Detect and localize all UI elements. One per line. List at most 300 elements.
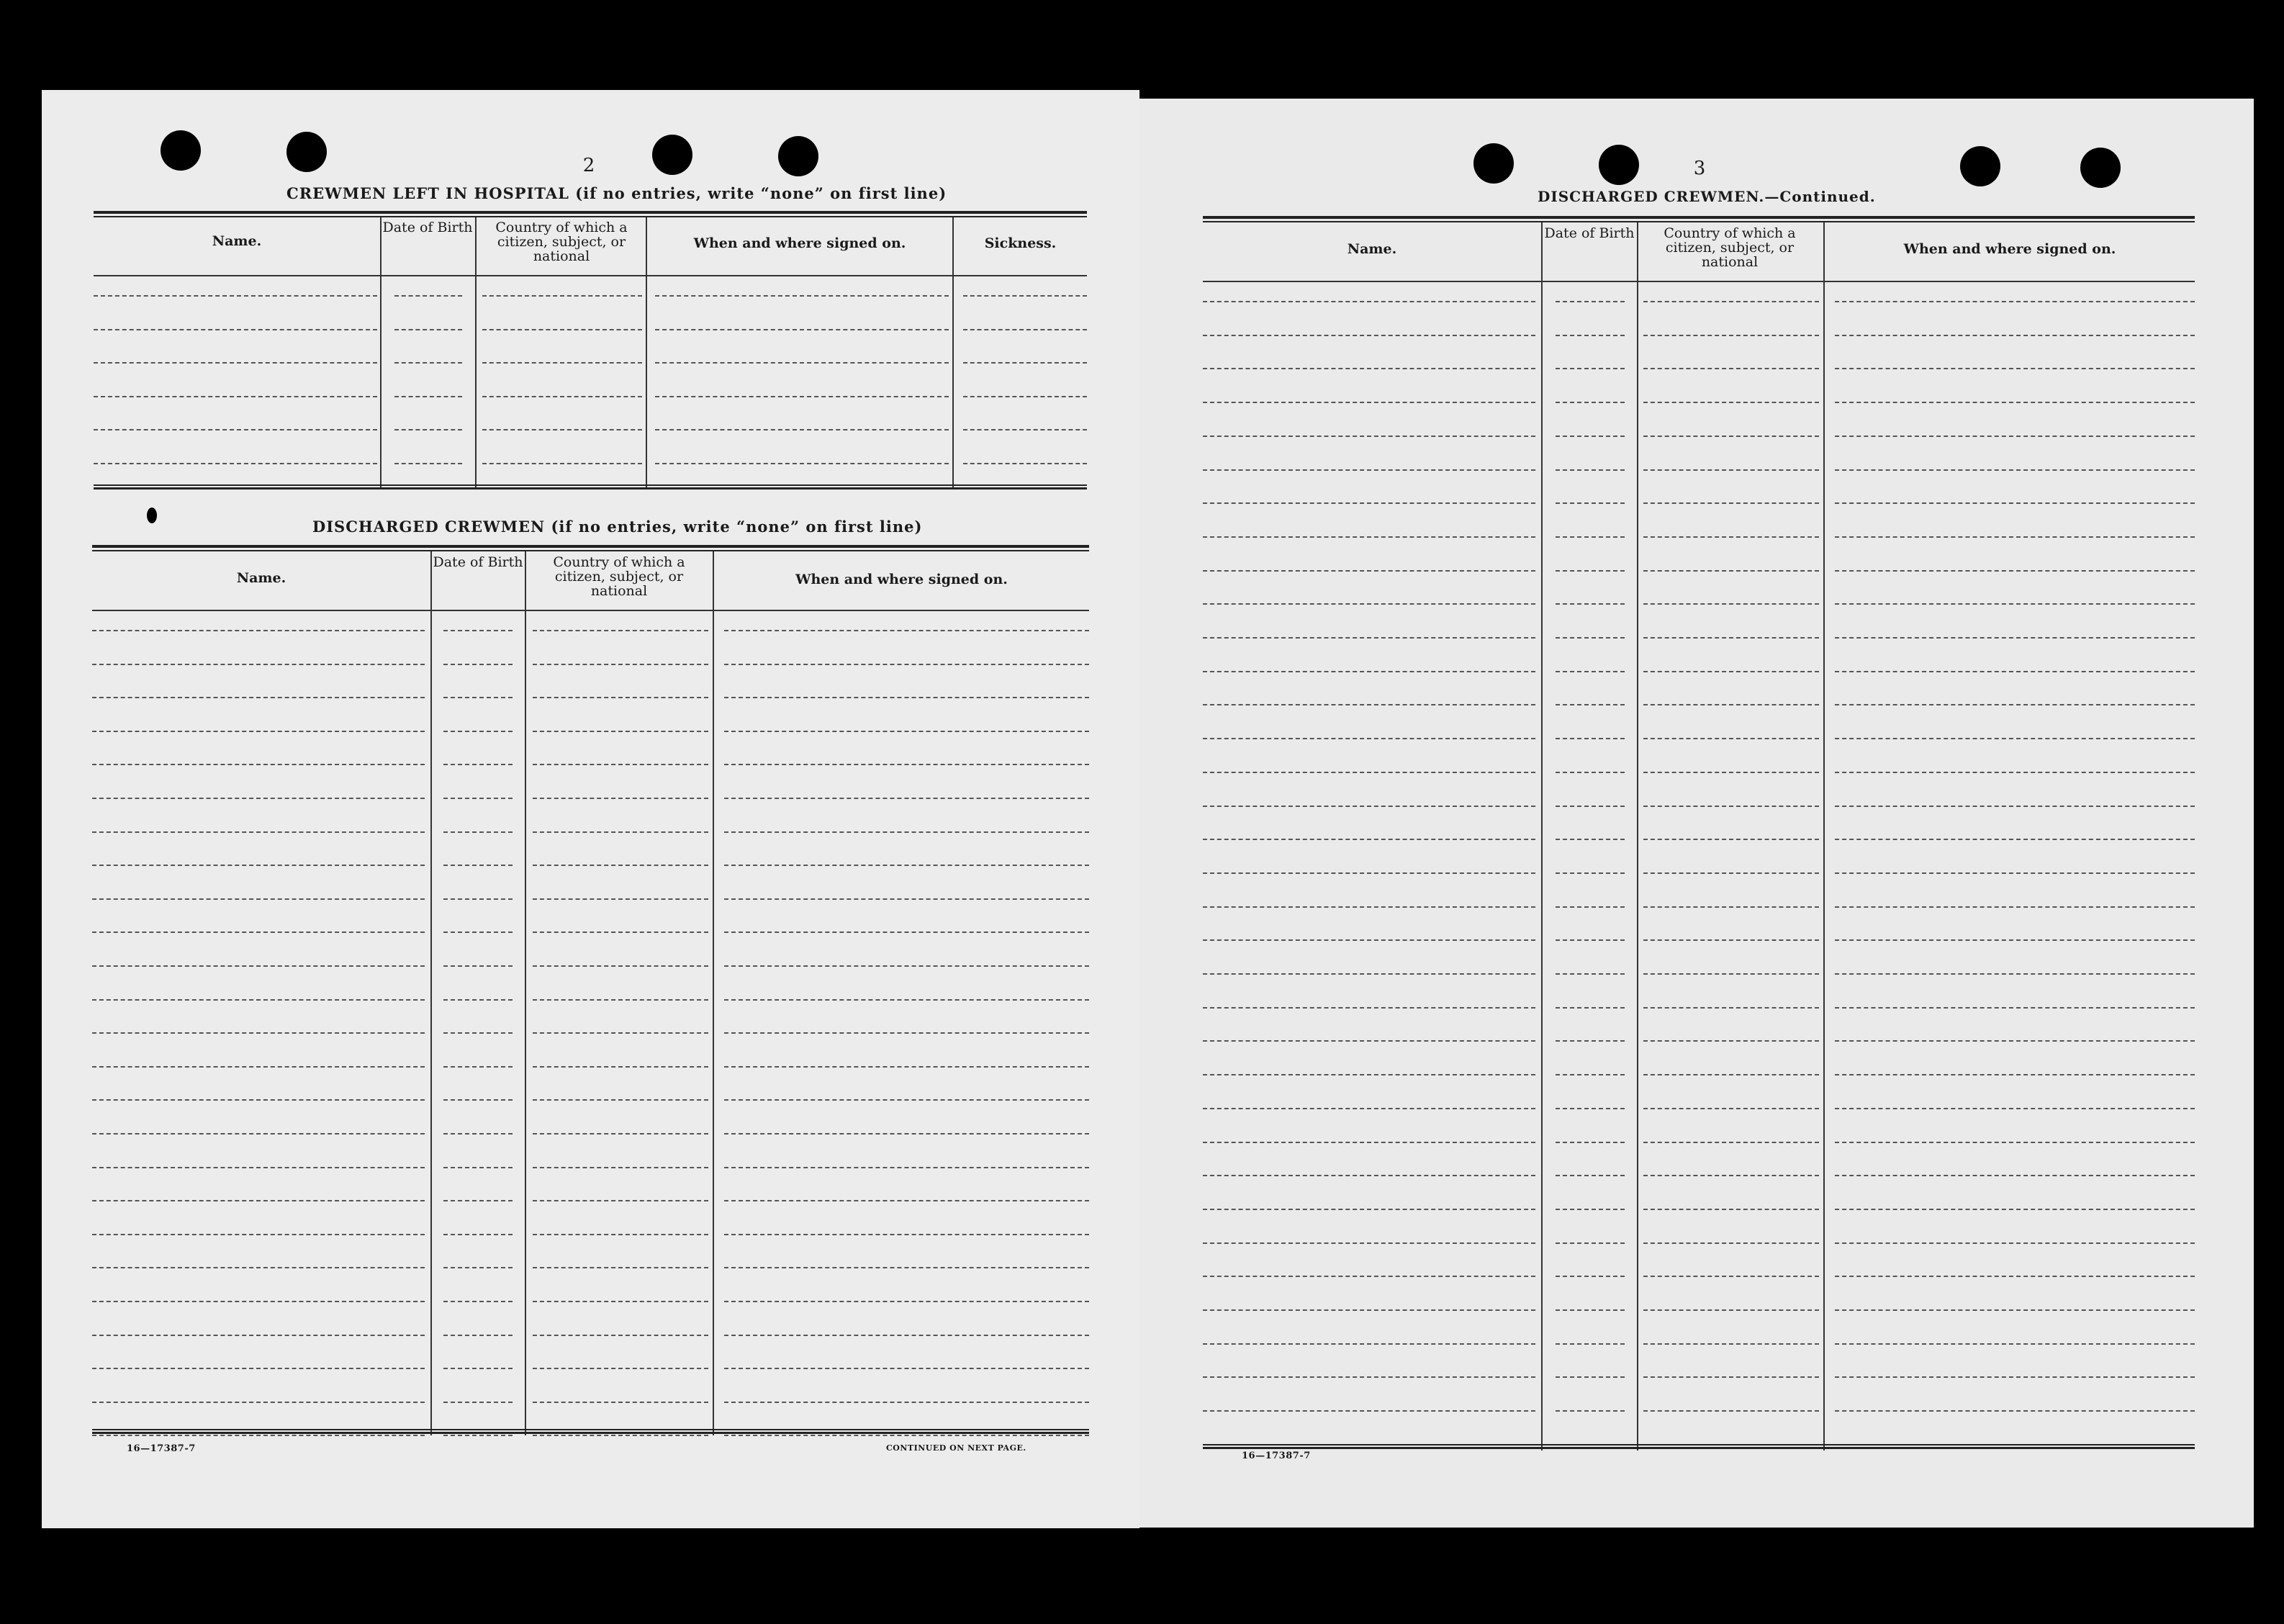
blank-entry-line	[1643, 603, 1819, 605]
blank-entry-line	[1556, 1343, 1625, 1345]
blank-entry-line	[1643, 1410, 1819, 1412]
blank-entry-line	[1835, 939, 2195, 941]
blank-entry-line	[1556, 603, 1625, 605]
blank-entry-line	[1835, 603, 2195, 605]
blank-entry-line	[92, 965, 425, 967]
blank-entry-line	[1643, 671, 1819, 672]
blank-entry-line	[1643, 1209, 1819, 1210]
binder-hole	[161, 130, 201, 171]
blank-entry-line	[1556, 1175, 1625, 1176]
blank-entry-line	[533, 1167, 708, 1168]
blank-entry-line	[533, 865, 708, 866]
blank-entry-line	[394, 463, 462, 464]
blank-entry-line	[724, 1301, 1089, 1302]
blank-entry-line	[1835, 806, 2195, 807]
blank-entry-line	[1835, 402, 2195, 403]
blank-entry-line	[94, 429, 377, 430]
blank-entry-line	[1203, 806, 1535, 807]
blank-entry-line	[724, 831, 1089, 833]
col-header-name: Name.	[236, 570, 286, 586]
blank-entry-line	[1835, 1040, 2195, 1042]
blank-entry-line	[1556, 402, 1625, 403]
table-top-rule	[1203, 216, 2195, 222]
blank-entry-line	[533, 898, 708, 900]
blank-entry-line	[443, 731, 513, 732]
blank-entry-line	[724, 1402, 1089, 1403]
blank-entry-line	[443, 898, 513, 900]
blank-entry-line	[1203, 839, 1535, 840]
blank-entry-line	[92, 999, 425, 1001]
col-header-country: Country of which a citizen, subject, or national	[495, 220, 628, 264]
blank-entry-line	[482, 463, 642, 464]
blank-entry-line	[1556, 536, 1625, 538]
blank-entry-line	[1643, 570, 1819, 572]
blank-entry-line	[1835, 368, 2195, 369]
blank-entry-line	[1835, 704, 2195, 705]
blank-entry-line	[533, 1099, 708, 1101]
blank-entry-line	[1556, 806, 1625, 807]
blank-entry-line	[533, 1200, 708, 1201]
blank-entry-line	[1835, 839, 2195, 840]
blank-entry-line	[443, 697, 513, 698]
blank-entry-line	[1556, 1142, 1625, 1143]
blank-entry-line	[533, 1368, 708, 1369]
blank-entry-line	[1835, 1410, 2195, 1412]
discharged-section-title: DISCHARGED CREWMEN (if no entries, write “none” on first line)	[312, 518, 923, 536]
blank-entry-line	[92, 1066, 425, 1068]
blank-entry-line	[1643, 906, 1819, 908]
blank-entry-line	[1203, 1142, 1535, 1143]
blank-entry-line	[655, 396, 949, 397]
blank-entry-line	[1556, 436, 1625, 437]
column-divider	[380, 217, 382, 490]
blank-entry-line	[92, 1301, 425, 1302]
blank-entry-line	[1203, 436, 1535, 437]
blank-entry-line	[92, 831, 425, 833]
col-header-name: Name.	[1347, 241, 1397, 257]
blank-entry-line	[1203, 1410, 1535, 1412]
blank-entry-line	[533, 1335, 708, 1336]
blank-entry-line	[443, 1133, 513, 1134]
left-form-page	[42, 90, 1139, 1528]
blank-entry-line	[1203, 738, 1535, 739]
blank-entry-line	[1835, 738, 2195, 739]
blank-entry-line	[394, 396, 462, 397]
blank-entry-line	[1203, 536, 1535, 538]
blank-entry-line	[533, 1066, 708, 1068]
blank-entry-line	[1203, 1309, 1535, 1311]
blank-entry-line	[724, 1267, 1089, 1268]
blank-entry-line	[655, 362, 949, 364]
blank-entry-line	[92, 1099, 425, 1101]
blank-entry-line	[724, 1066, 1089, 1068]
blank-entry-line	[1643, 402, 1819, 403]
blank-entry-line	[1203, 469, 1535, 471]
blank-entry-line	[1643, 637, 1819, 639]
binder-hole	[2080, 148, 2121, 188]
blank-entry-line	[92, 1402, 425, 1403]
blank-entry-line	[1203, 402, 1535, 403]
blank-entry-line	[443, 865, 513, 866]
header-rule	[94, 275, 1087, 276]
blank-entry-line	[533, 731, 708, 732]
blank-entry-line	[1203, 1007, 1535, 1009]
blank-entry-line	[443, 764, 513, 765]
blank-entry-line	[724, 731, 1089, 732]
blank-entry-line	[533, 1301, 708, 1302]
blank-entry-line	[443, 931, 513, 933]
blank-entry-line	[724, 1200, 1089, 1201]
blank-entry-line	[1643, 1040, 1819, 1042]
table-bottom-rule	[94, 484, 1087, 490]
blank-entry-line	[443, 1267, 513, 1268]
col-header-dob: Date of Birth	[1544, 225, 1635, 241]
blank-entry-line	[963, 429, 1087, 430]
blank-entry-line	[1203, 1376, 1535, 1378]
blank-entry-line	[94, 329, 377, 330]
blank-entry-line	[1835, 1142, 2195, 1143]
blank-entry-line	[443, 999, 513, 1001]
blank-entry-line	[443, 1032, 513, 1034]
blank-entry-line	[724, 999, 1089, 1001]
blank-entry-line	[1556, 1410, 1625, 1412]
blank-entry-line	[92, 898, 425, 900]
blank-entry-line	[963, 362, 1087, 364]
column-divider	[475, 217, 477, 490]
blank-entry-line	[724, 664, 1089, 665]
blank-entry-line	[92, 1335, 425, 1336]
col-header-dob: Date of Birth	[382, 220, 473, 235]
blank-entry-line	[533, 664, 708, 665]
blank-entry-line	[1643, 704, 1819, 705]
blank-entry-line	[963, 463, 1087, 464]
blank-entry-line	[533, 798, 708, 799]
blank-entry-line	[724, 865, 1089, 866]
blank-entry-line	[655, 463, 949, 464]
blank-entry-line	[1556, 906, 1625, 908]
blank-entry-line	[1835, 1376, 2195, 1378]
blank-entry-line	[1203, 301, 1535, 302]
blank-entry-line	[1835, 301, 2195, 302]
blank-entry-line	[724, 931, 1089, 933]
blank-entry-line	[94, 463, 377, 464]
blank-entry-line	[443, 1301, 513, 1302]
blank-entry-line	[443, 831, 513, 833]
blank-entry-line	[533, 999, 708, 1001]
blank-entry-line	[1203, 772, 1535, 773]
column-divider	[952, 217, 954, 490]
blank-entry-line	[1643, 469, 1819, 471]
blank-entry-line	[1556, 637, 1625, 639]
blank-entry-line	[533, 764, 708, 765]
binder-hole	[1599, 145, 1639, 185]
blank-entry-line	[1556, 1007, 1625, 1009]
blank-entry-line	[1203, 872, 1535, 874]
blank-entry-line	[1643, 1074, 1819, 1075]
blank-entry-line	[1556, 1276, 1625, 1277]
blank-entry-line	[1835, 1007, 2195, 1009]
blank-entry-line	[1643, 1108, 1819, 1109]
blank-entry-line	[482, 295, 642, 297]
blank-entry-line	[1835, 335, 2195, 336]
col-header-name: Name.	[212, 233, 262, 249]
blank-entry-line	[1203, 1108, 1535, 1109]
column-divider	[1823, 222, 1825, 1451]
blank-entry-line	[1643, 738, 1819, 739]
blank-entry-line	[394, 362, 462, 364]
column-divider	[646, 217, 647, 490]
binder-hole	[652, 135, 692, 175]
blank-entry-line	[1835, 671, 2195, 672]
blank-entry-line	[1835, 772, 2195, 773]
blank-entry-line	[443, 1402, 513, 1403]
blank-entry-line	[1556, 1074, 1625, 1075]
blank-entry-line	[1835, 1175, 2195, 1176]
blank-entry-line	[724, 798, 1089, 799]
header-rule	[1203, 281, 2195, 282]
blank-entry-line	[1643, 1309, 1819, 1311]
blank-entry-line	[963, 396, 1087, 397]
blank-entry-line	[724, 697, 1089, 698]
col-header-dob: Date of Birth	[433, 554, 523, 570]
form-code: 16—17387-7	[127, 1443, 196, 1454]
blank-entry-line	[92, 1368, 425, 1369]
blank-entry-line	[94, 362, 377, 364]
blank-entry-line	[1835, 1343, 2195, 1345]
table-bottom-rule	[1203, 1444, 2195, 1449]
blank-entry-line	[443, 1234, 513, 1235]
blank-entry-line	[1835, 973, 2195, 975]
blank-entry-line	[94, 396, 377, 397]
blank-entry-line	[1556, 502, 1625, 504]
blank-entry-line	[1203, 973, 1535, 975]
blank-entry-line	[1643, 1142, 1819, 1143]
blank-entry-line	[1203, 671, 1535, 672]
blank-entry-line	[1203, 603, 1535, 605]
blank-entry-line	[1556, 1309, 1625, 1311]
blank-entry-line	[655, 295, 949, 297]
table-bottom-rule	[92, 1429, 1089, 1434]
table-top-rule	[94, 211, 1087, 217]
blank-entry-line	[1643, 368, 1819, 369]
blank-entry-line	[1835, 1074, 2195, 1075]
blank-entry-line	[1556, 1108, 1625, 1109]
blank-entry-line	[92, 798, 425, 799]
col-header-signed-on: When and where signed on.	[693, 235, 906, 251]
header-rule	[92, 610, 1089, 611]
blank-entry-line	[394, 429, 462, 430]
blank-entry-line	[92, 764, 425, 765]
blank-entry-line	[92, 1435, 425, 1436]
page-number: 3	[1693, 158, 1706, 179]
column-divider	[430, 551, 432, 1435]
blank-entry-line	[1835, 1108, 2195, 1109]
blank-entry-line	[1203, 368, 1535, 369]
blank-entry-line	[1643, 335, 1819, 336]
blank-entry-line	[394, 295, 462, 297]
blank-entry-line	[1556, 570, 1625, 572]
blank-entry-line	[394, 329, 462, 330]
blank-entry-line	[724, 1099, 1089, 1101]
blank-entry-line	[1203, 1276, 1535, 1277]
col-header-country: Country of which a citizen, subject, or national	[1664, 225, 1796, 270]
blank-entry-line	[1556, 1242, 1625, 1244]
col-header-signed-on: When and where signed on.	[1903, 241, 2116, 257]
blank-entry-line	[1835, 536, 2195, 538]
blank-entry-line	[724, 1435, 1089, 1436]
blank-entry-line	[724, 1335, 1089, 1336]
blank-entry-line	[1643, 1175, 1819, 1176]
blank-entry-line	[724, 1368, 1089, 1369]
blank-entry-line	[482, 429, 642, 430]
blank-entry-line	[1556, 704, 1625, 705]
blank-entry-line	[92, 1032, 425, 1034]
blank-entry-line	[482, 362, 642, 364]
blank-entry-line	[724, 1133, 1089, 1134]
blank-entry-line	[1203, 570, 1535, 572]
blank-entry-line	[1643, 301, 1819, 302]
blank-entry-line	[1643, 1276, 1819, 1277]
blank-entry-line	[1556, 335, 1625, 336]
blank-entry-line	[482, 396, 642, 397]
blank-entry-line	[533, 1267, 708, 1268]
column-divider	[525, 551, 526, 1435]
blank-entry-line	[1643, 839, 1819, 840]
blank-entry-line	[533, 1402, 708, 1403]
blank-entry-line	[1835, 436, 2195, 437]
col-header-signed-on: When and where signed on.	[795, 572, 1008, 587]
blank-entry-line	[443, 1200, 513, 1201]
blank-entry-line	[1643, 1007, 1819, 1009]
blank-entry-line	[1203, 1175, 1535, 1176]
blank-entry-line	[443, 1335, 513, 1336]
blank-entry-line	[1835, 502, 2195, 504]
binder-hole	[286, 132, 327, 172]
blank-entry-line	[1835, 872, 2195, 874]
blank-entry-line	[1203, 335, 1535, 336]
blank-entry-line	[92, 731, 425, 732]
blank-entry-line	[724, 630, 1089, 631]
blank-entry-line	[443, 664, 513, 665]
blank-entry-line	[1203, 1343, 1535, 1345]
blank-entry-line	[1643, 502, 1819, 504]
blank-entry-line	[533, 1435, 708, 1436]
blank-entry-line	[963, 295, 1087, 297]
column-divider	[1637, 222, 1638, 1451]
blank-entry-line	[92, 697, 425, 698]
blank-entry-line	[92, 1234, 425, 1235]
blank-entry-line	[1203, 1242, 1535, 1244]
continued-note: CONTINUED ON NEXT PAGE.	[886, 1443, 1026, 1453]
blank-entry-line	[533, 831, 708, 833]
blank-entry-line	[1203, 906, 1535, 908]
blank-entry-line	[443, 1066, 513, 1068]
blank-entry-line	[724, 1167, 1089, 1168]
blank-entry-line	[655, 429, 949, 430]
blank-entry-line	[482, 329, 642, 330]
blank-entry-line	[92, 1200, 425, 1201]
blank-entry-line	[1203, 704, 1535, 705]
blank-entry-line	[443, 1435, 513, 1436]
blank-entry-line	[92, 1167, 425, 1168]
blank-entry-line	[92, 630, 425, 631]
blank-entry-line	[443, 1167, 513, 1168]
blank-entry-line	[1556, 973, 1625, 975]
binder-hole	[1960, 146, 2000, 186]
form-code: 16—17387-7	[1242, 1451, 1311, 1461]
blank-entry-line	[724, 1234, 1089, 1235]
blank-entry-line	[443, 630, 513, 631]
blank-entry-line	[1556, 939, 1625, 941]
blank-entry-line	[1556, 469, 1625, 471]
blank-entry-line	[533, 697, 708, 698]
blank-entry-line	[1556, 839, 1625, 840]
ink-dot	[147, 508, 157, 523]
blank-entry-line	[1643, 772, 1819, 773]
blank-entry-line	[1835, 469, 2195, 471]
blank-entry-line	[533, 931, 708, 933]
blank-entry-line	[1643, 436, 1819, 437]
col-header-country: Country of which a citizen, subject, or national	[553, 554, 685, 599]
blank-entry-line	[1835, 637, 2195, 639]
blank-entry-line	[533, 1133, 708, 1134]
table-top-rule	[92, 545, 1089, 551]
blank-entry-line	[1643, 1376, 1819, 1378]
binder-hole	[778, 136, 818, 176]
page-number: 2	[582, 155, 595, 176]
blank-entry-line	[1203, 1040, 1535, 1042]
blank-entry-line	[1643, 806, 1819, 807]
blank-entry-line	[1835, 1276, 2195, 1277]
blank-entry-line	[1556, 301, 1625, 302]
blank-entry-line	[1556, 872, 1625, 874]
blank-entry-line	[92, 865, 425, 866]
column-divider	[1541, 222, 1543, 1451]
blank-entry-line	[655, 329, 949, 330]
blank-entry-line	[443, 1368, 513, 1369]
discharged-continued-table	[1203, 216, 2195, 1454]
blank-entry-line	[1556, 1376, 1625, 1378]
blank-entry-line	[1643, 536, 1819, 538]
blank-entry-line	[1643, 939, 1819, 941]
blank-entry-line	[92, 931, 425, 933]
blank-entry-line	[443, 1099, 513, 1101]
blank-entry-line	[1556, 738, 1625, 739]
blank-entry-line	[92, 1133, 425, 1134]
blank-entry-line	[1835, 570, 2195, 572]
blank-entry-line	[1835, 906, 2195, 908]
blank-entry-line	[1203, 637, 1535, 639]
blank-entry-line	[724, 764, 1089, 765]
blank-entry-line	[1203, 502, 1535, 504]
blank-entry-line	[724, 898, 1089, 900]
blank-entry-line	[443, 798, 513, 799]
col-header-sickness: Sickness.	[984, 235, 1057, 251]
blank-entry-line	[1835, 1242, 2195, 1244]
blank-entry-line	[963, 329, 1087, 330]
hospital-section-title: CREWMEN LEFT IN HOSPITAL (if no entries, write “none” on first line)	[286, 184, 947, 202]
blank-entry-line	[1556, 368, 1625, 369]
blank-entry-line	[92, 664, 425, 665]
blank-entry-line	[1643, 872, 1819, 874]
blank-entry-line	[1556, 772, 1625, 773]
right-form-page	[1139, 99, 2254, 1528]
blank-entry-line	[533, 1032, 708, 1034]
blank-entry-line	[94, 295, 377, 297]
blank-entry-line	[443, 965, 513, 967]
binder-hole	[1473, 143, 1514, 184]
blank-entry-line	[1643, 1242, 1819, 1244]
